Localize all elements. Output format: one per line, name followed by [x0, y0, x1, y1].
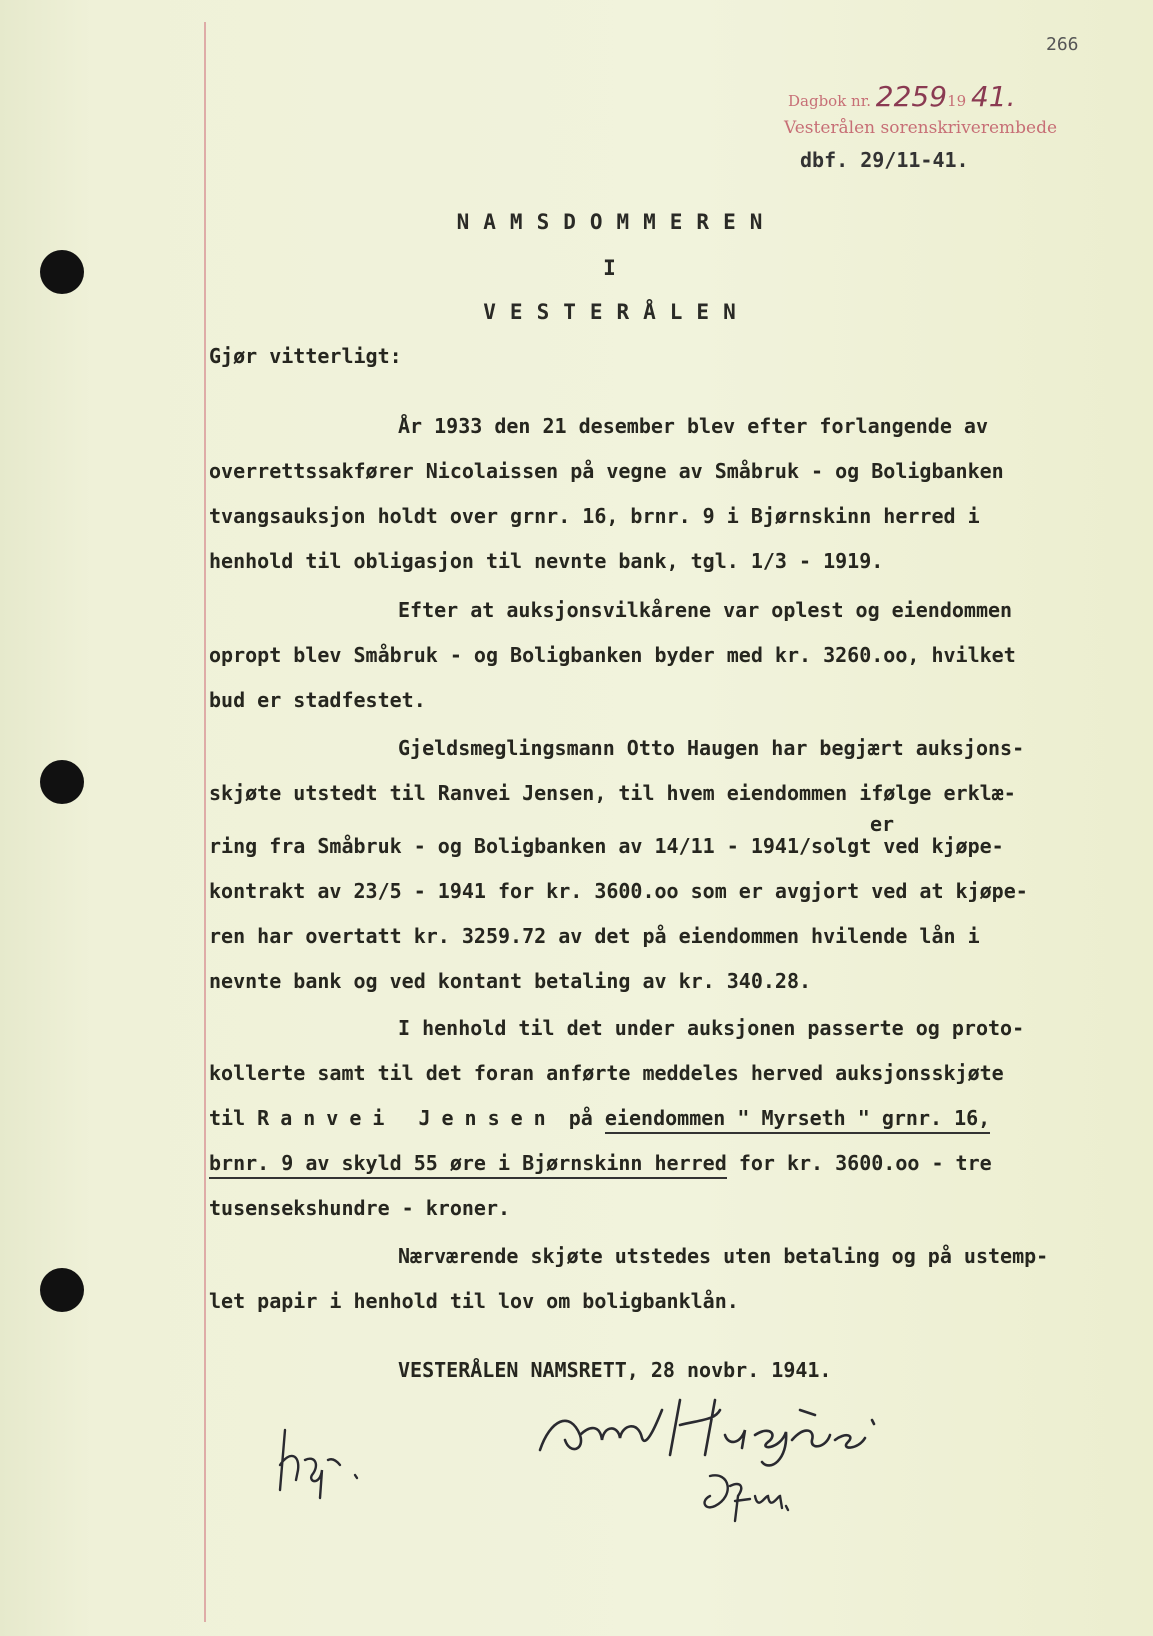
til-middle: på [568, 1106, 593, 1130]
stamp-number: 2259 [875, 80, 948, 113]
body-line: overrettssakfører Nicolaissen på vegne av Småbruk - og Boligbanken [209, 459, 1004, 483]
til-prefix: til [209, 1106, 246, 1130]
body-line: let papir i henhold til lov om boligbanklån. [209, 1289, 739, 1313]
diary-stamp [788, 80, 1015, 113]
body-line: År 1933 den 21 desember blev efter forlangende av [398, 414, 989, 438]
heading-vesteralen: VESTERÅLEN [483, 300, 750, 324]
brnr-underlined: brnr. 9 av skyld 55 øre i Bjørnskinn herred [209, 1151, 727, 1179]
body-line: Gjeldsmeglingsmann Otto Haugen har begjært auksjons- [398, 736, 1025, 760]
stamp-year: 41. [970, 80, 1016, 113]
body-line-brnr [209, 1151, 992, 1175]
page-number: 266 [1046, 34, 1079, 55]
dbf-date: dbf. 29/11-41. [800, 148, 969, 172]
body-line: skjøte utstedt til Ranvei Jensen, til hvem eiendommen ifølge erklæ- [209, 781, 1016, 805]
body-line: tusensekshundre - kroner. [209, 1196, 511, 1220]
body-line: Efter at auksjonsvilkårene var oplest og eiendommen [398, 598, 1013, 622]
stamp-year-prefix: 19 [947, 92, 967, 110]
body-line: nevnte bank og ved kontant betaling av kr. 340.28. [209, 969, 812, 993]
closing-line: VESTERÅLEN NAMSRETT, 28 novbr. 1941. [398, 1358, 832, 1382]
signature-judge [530, 1380, 910, 1470]
body-line: Nærværende skjøte utstedes uten betaling og på ustemp- [398, 1244, 1049, 1268]
heading-i: I [603, 256, 630, 280]
punch-hole-bottom [40, 1268, 84, 1312]
inserted-word: er [870, 812, 895, 836]
signature-initials [270, 1420, 380, 1500]
signature-dfm [690, 1466, 810, 1536]
body-line: tvangsauksjon holdt over grnr. 16, brnr. 9 i Bjørnskinn herred i [209, 504, 980, 528]
punch-hole-middle [40, 760, 84, 804]
body-line: opropt blev Småbruk - og Boligbanken byder med kr. 3260.oo, hvilket [209, 643, 1016, 667]
body-line: I henhold til det under auksjonen passerte og proto- [398, 1016, 1025, 1040]
heading-namsdommeren: NAMSDOMMEREN [456, 210, 777, 234]
body-line: ren har overtatt kr. 3259.72 av det på eiendommen hvilende lån i [209, 924, 980, 948]
stamp-office: Vesterålen sorenskriverembede [784, 118, 1058, 138]
stamp-prefix: Dagbok nr. [788, 92, 872, 110]
body-line: henhold til obligasjon til nevnte bank, tgl. 1/3 - 1919. [209, 549, 884, 573]
body-line: kollerte samt til det foran anførte meddeles herved auksjonsskjøte [209, 1061, 1004, 1085]
property-underlined: eiendommen " Myrseth " grnr. 16, [605, 1106, 990, 1134]
body-line: ring fra Småbruk - og Boligbanken av 14/11 - 1941/solgt ved kjøpe- [209, 834, 1004, 858]
body-line-til [209, 1106, 990, 1130]
brnr-rest: for kr. 3600.oo - tre [738, 1151, 992, 1175]
buyer-name: Ranvei Jensen [257, 1106, 557, 1130]
body-line: bud er stadfestet. [209, 688, 426, 712]
body-line: kontrakt av 23/5 - 1941 for kr. 3600.oo som er avgjort ved at kjøpe- [209, 879, 1028, 903]
salutation: Gjør vitterligt: [209, 344, 402, 368]
